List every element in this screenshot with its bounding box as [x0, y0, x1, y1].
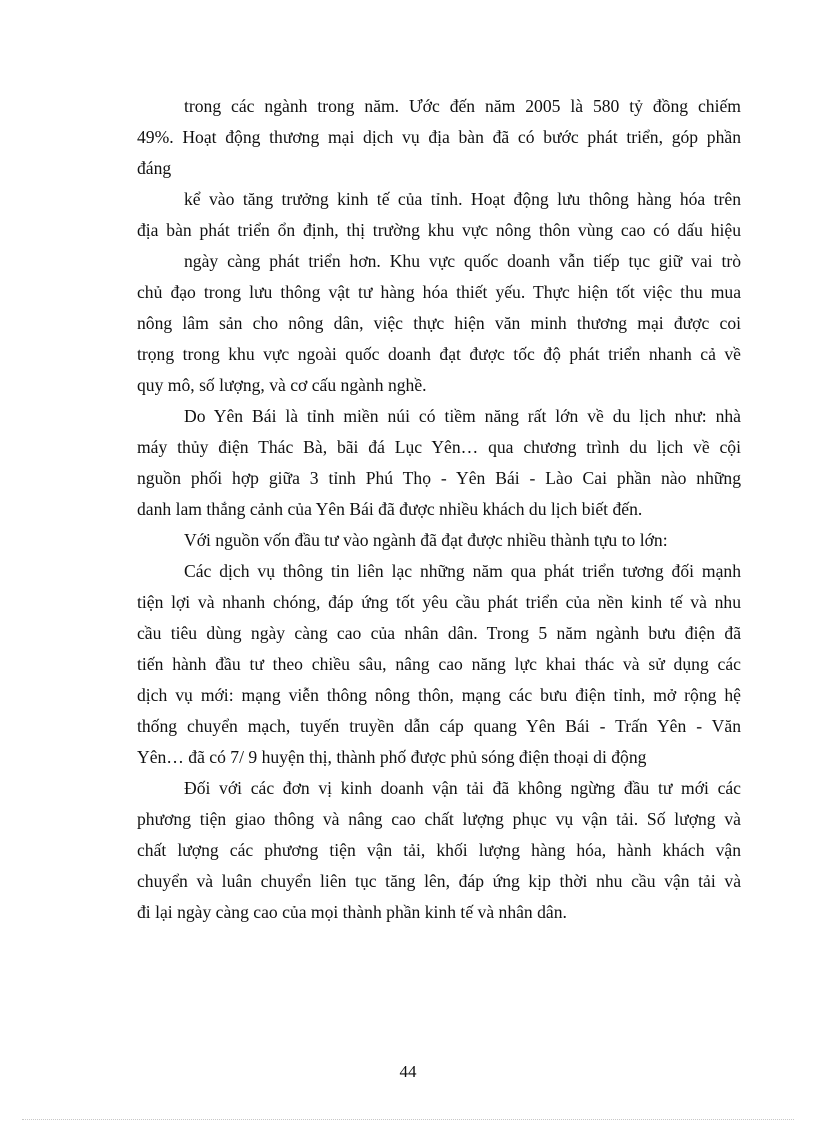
- text-line: trong các ngành trong năm. Ước đến năm 2005 là 580 tỷ đồng chiếm: [184, 96, 741, 116]
- text-line: chủ đạo trong lưu thông vật tư hàng hóa thiết yếu. Thực hiện tốt việc thu mua: [137, 282, 741, 302]
- text-line: Đối với các đơn vị kinh doanh vận tải đã không ngừng đầu tư mới các: [184, 778, 741, 798]
- text-line: thống chuyển mạch, tuyến truyền dẫn cáp quang Yên Bái - Trấn Yên - Văn: [137, 716, 741, 736]
- text-line: Do Yên Bái là tỉnh miền núi có tiềm năng rất lớn về du lịch như: nhà: [184, 406, 741, 426]
- text-line: phương tiện giao thông và nâng cao chất lượng phục vụ vận tải. Số lượng và: [137, 809, 741, 829]
- text-line: trọng trong khu vực ngoài quốc doanh đạt được tốc độ phát triển nhanh cả về: [137, 344, 741, 364]
- text-line: dịch vụ mới: mạng viễn thông nông thôn, mạng các bưu điện tỉnh, mở rộng hệ: [137, 685, 741, 705]
- text-line: tiến hành đầu tư theo chiều sâu, nâng cao năng lực khai thác và sử dụng các: [137, 654, 741, 674]
- text-line: Yên… đã có 7/ 9 huyện thị, thành phố được phủ sóng điện thoại di động: [137, 747, 647, 767]
- text-line: cầu tiêu dùng ngày càng cao của nhân dân. Trong 5 năm ngành bưu điện đã: [137, 623, 741, 643]
- text-line: kể vào tăng trưởng kinh tế của tỉnh. Hoạt động lưu thông hàng hóa trên: [184, 189, 741, 209]
- text-line: nông lâm sản cho nông dân, việc thực hiện văn minh thương mại được coi: [137, 313, 741, 333]
- text-line: quy mô, số lượng, và cơ cấu ngành nghề.: [137, 375, 427, 395]
- text-line: danh lam thắng cảnh của Yên Bái đã được nhiều khách du lịch biết đến.: [137, 499, 643, 519]
- text-line: ngày càng phát triển hơn. Khu vực quốc doanh vẫn tiếp tục giữ vai trò: [184, 251, 741, 271]
- text-line: địa bàn phát triển ổn định, thị trường khu vực nông thôn vùng cao có dấu hiệu: [137, 220, 741, 240]
- text-line: nguồn phối hợp giữa 3 tỉnh Phú Thọ - Yên Bái - Lào Cai phần nào những: [137, 468, 741, 488]
- text-line: 49%. Hoạt động thương mại dịch vụ địa bàn đã có bước phát triển, góp phần: [137, 127, 741, 147]
- text-line: đáng: [137, 158, 172, 178]
- text-line: Với nguồn vốn đầu tư vào ngành đã đạt được nhiều thành tựu to lớn:: [184, 530, 668, 550]
- body-text: [137, 91, 741, 928]
- page-bottom-rule: [22, 1119, 794, 1120]
- page-number: 44: [399, 1062, 417, 1081]
- text-line: chuyển và luân chuyển liên tục tăng lên, đáp ứng kịp thời nhu cầu vận tải và: [137, 871, 741, 891]
- text-line: Các dịch vụ thông tin liên lạc những năm qua phát triển tương đối mạnh: [184, 561, 741, 581]
- text-line: máy thủy điện Thác Bà, bãi đá Lục Yên… qua chương trình du lịch về cội: [137, 437, 741, 457]
- text-line: đi lại ngày càng cao của mọi thành phần kinh tế và nhân dân.: [137, 902, 567, 922]
- text-line: tiện lợi và nhanh chóng, đáp ứng tốt yêu cầu phát triển của nền kinh tế và nhu: [137, 592, 741, 612]
- text-line: chất lượng các phương tiện vận tải, khối lượng hàng hóa, hành khách vận: [137, 840, 741, 860]
